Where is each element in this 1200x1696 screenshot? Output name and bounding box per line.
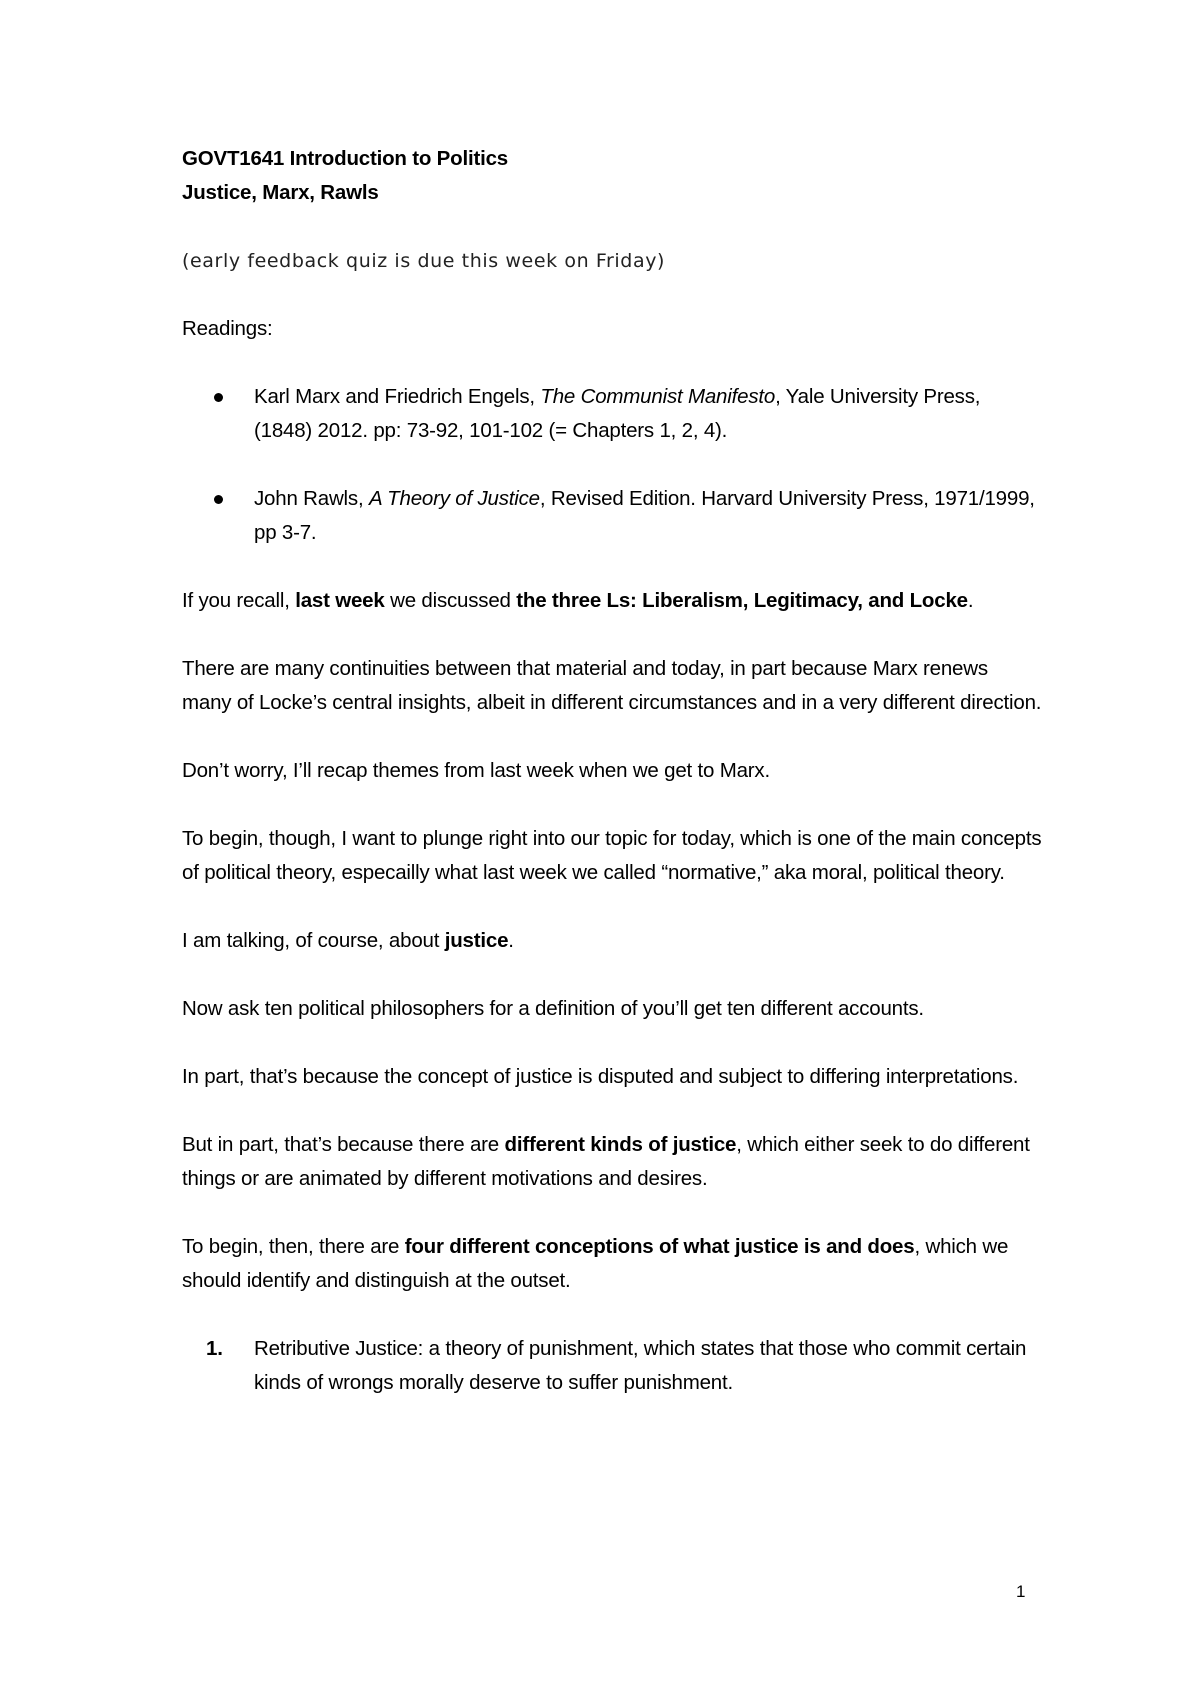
emphasis-three-ls: the three Ls: Liberalism, Legitimacy, and Locke	[516, 589, 968, 612]
conception-text: Retributive Justice: a theory of punishment, which states that those who commit certain kinds of wrongs morally deserve to suffer punishment.	[254, 1337, 1027, 1394]
bullet-icon	[214, 393, 223, 402]
begin-paragraph: To begin, though, I want to plunge right into our topic for today, which is one of the main concepts of political theory, especailly what last week we called “normative,” aka moral, political theory.	[182, 827, 1042, 884]
readings-list	[182, 380, 1042, 550]
reading-title: A Theory of Justice	[368, 487, 540, 510]
readings-label: Readings:	[182, 317, 273, 340]
emphasis-last-week: last week	[295, 589, 385, 612]
emphasis-four-conceptions: four different conceptions of what justice is and does	[404, 1235, 915, 1258]
four-paragraph: To begin, then, there are four different conceptions of what justice is and does, which we should identify and distinguish at the outset.	[182, 1235, 1009, 1292]
emphasis-kinds-of-justice: different kinds of justice	[504, 1133, 737, 1156]
conception-item	[182, 1332, 1042, 1400]
talking-paragraph: I am talking, of course, about justice.	[182, 929, 514, 952]
continuities-paragraph: There are many continuities between that material and today, in part because Marx renews many of Locke’s central insights, albeit in different circumstances and in a very different direction.	[182, 657, 1042, 714]
quiz-note: (early feedback quiz is due this week on Friday)	[182, 250, 666, 272]
page-number: 1	[1016, 1582, 1026, 1601]
ask-paragraph: Now ask ten political philosophers for a definition of you’ll get ten different accounts.	[182, 997, 924, 1020]
disputed-paragraph: In part, that’s because the concept of justice is disputed and subject to differing interpretations.	[182, 1065, 1019, 1088]
emphasis-justice: justice	[444, 929, 509, 952]
conception-number: 1.	[206, 1337, 223, 1360]
conceptions-list	[182, 1332, 1042, 1400]
reading-details: , Revised Edition. Harvard University Press, 1971/1999, pp 3-7.	[254, 487, 1035, 544]
recall-paragraph: If you recall, last week we discussed the three Ls: Liberalism, Legitimacy, and Locke.	[182, 589, 974, 612]
recap-paragraph: Don’t worry, I’ll recap themes from last week when we get to Marx.	[182, 759, 770, 782]
course-title: GOVT1641 Introduction to Politics	[182, 147, 508, 170]
reading-authors: Karl Marx and Friedrich Engels,	[254, 385, 541, 408]
reading-title: The Communist Manifesto	[540, 385, 776, 408]
bullet-icon	[214, 495, 223, 504]
reading-details: , Yale University Press, (1848) 2012. pp: 73-92, 101-102 (= Chapters 1, 2, 4).	[254, 385, 981, 442]
reading-item	[182, 482, 1042, 550]
kinds-paragraph: But in part, that’s because there are different kinds of justice, which either seek to do different things or are animated by different motivations and desires.	[182, 1133, 1030, 1190]
document-body	[182, 142, 1042, 1400]
document-heading	[182, 142, 1042, 210]
reading-item	[182, 380, 1042, 448]
lecture-title: Justice, Marx, Rawls	[182, 181, 379, 204]
reading-authors: John Rawls,	[254, 487, 369, 510]
